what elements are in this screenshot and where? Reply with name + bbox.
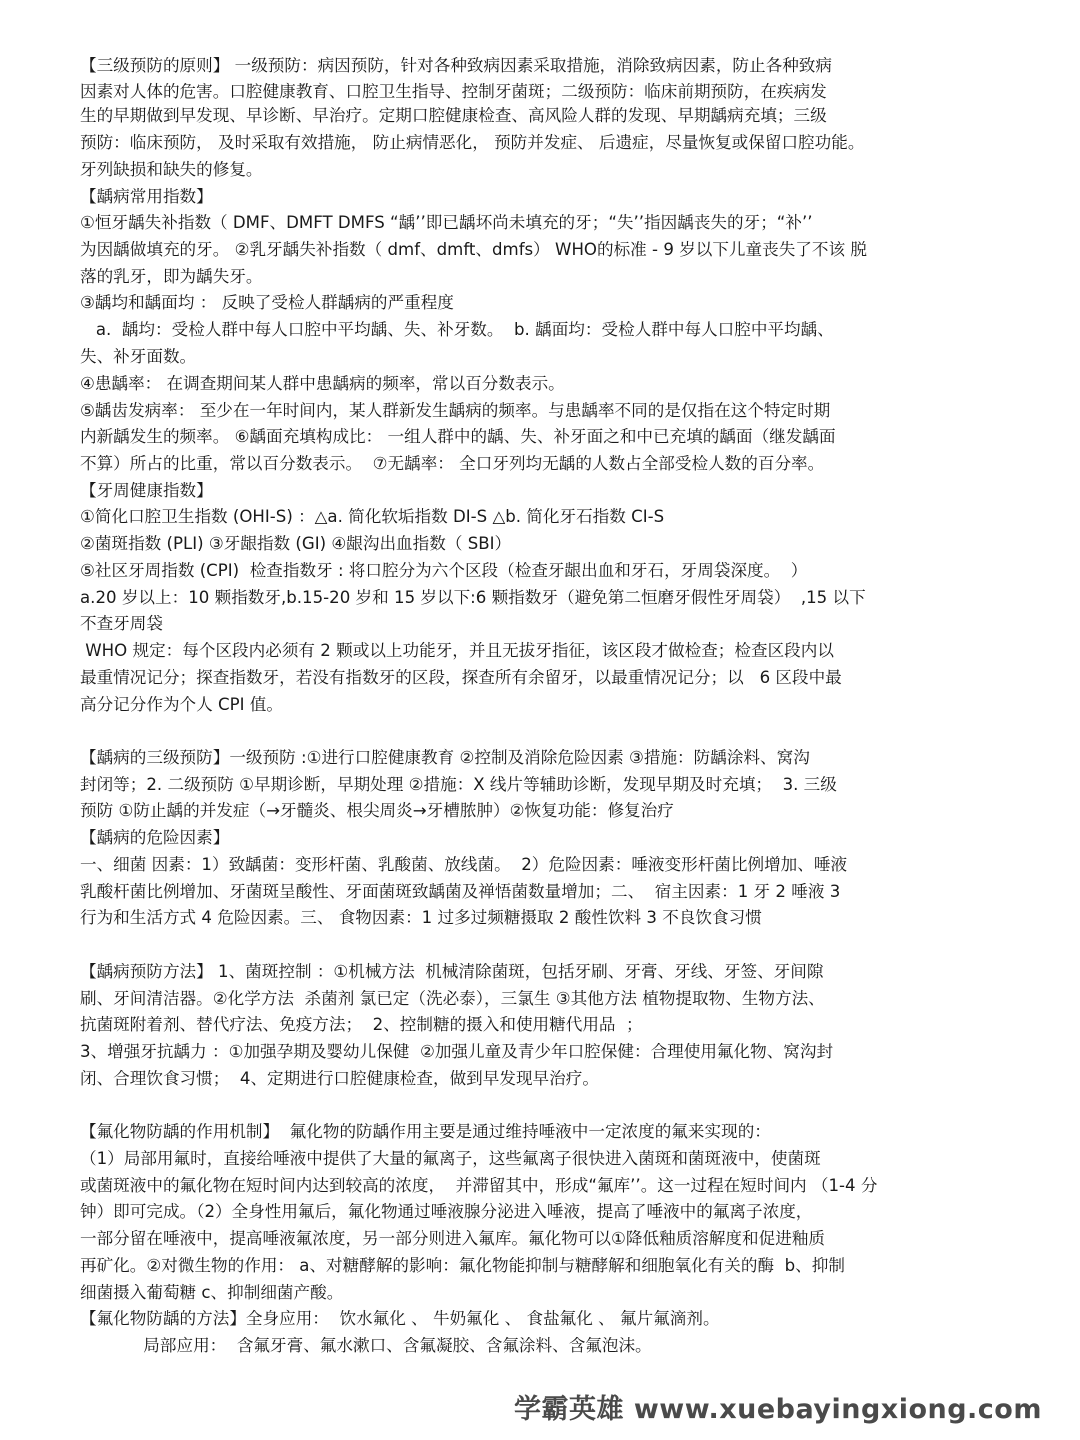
text-line: 一、细菌 因素：1）致龋菌：变形杆菌、乳酸菌、放线菌。 2）危险因素：唾液变形杆菌比例增加、唾液	[80, 855, 848, 874]
text-line: 落的乳牙，即为龋失牙。	[80, 267, 263, 286]
text-line: a.20 岁以上：10 颗指数牙,b.15-20 岁和 15 岁以下:6 颗指数牙（避免第二恒磨牙假性牙周袋） ,15 以下	[80, 588, 866, 607]
text-line: ⑤龋齿发病率： 至少在一年时间内，某人群新发生龋病的频率。与患龋率不同的是仅指在这个特定时期	[80, 401, 831, 420]
text-line: 高分记分作为个人 CPI 值。	[80, 695, 283, 714]
text-line: 预防 ①防止龋的并发症（→牙髓炎、根尖周炎→牙槽脓肿）②恢复功能：修复治疗	[80, 801, 674, 820]
text-line: （1）局部用氟时，直接给唾液中提供了大量的氟离子，这些氟离子很快进入菌斑和菌斑液中，使菌斑	[80, 1149, 821, 1168]
text-line: 【三级预防的原则】 一级预防：病因预防，针对各种致病因素采取措施，消除致病因素，防止各种致病	[80, 56, 832, 75]
section-heading: 【龋病预防方法】 1、菌斑控制 ：①机械方法 机械清除菌斑，包括牙刷、牙膏、牙线、牙签、牙间隙	[80, 962, 824, 981]
text-line: 刷、牙间清洁器。②化学方法 杀菌剂 氯已定（洗必泰），三氯生 ③其他方法 植物提取物、生物方法、	[80, 989, 825, 1008]
section-heading: 【龋病的三级预防】一级预防 :①进行口腔健康教育 ②控制及消除危险因素 ③措施：防龋涂料、窝沟	[80, 748, 810, 767]
text-line: 最重情况记分；探查指数牙，若没有指数牙的区段，探查所有余留牙，以最重情况记分；以 6 区段中最	[80, 668, 842, 687]
text-line: ③龋均和龋面均 ： 反映了受检人群龋病的严重程度	[80, 293, 454, 312]
watermark: 学霸英雄 www.xuebayingxiong.com	[513, 1394, 1042, 1425]
text-line: a. 龋均：受检人群中每人口腔中平均龋、失、补牙数。 b. 龋面均：受检人群中每人口腔中平均龋、	[80, 320, 834, 339]
text-line: ①简化口腔卫生指数 (OHI-S) ：△a. 简化软垢指数 DI-S △b. 简化牙石指数 CI-S	[80, 507, 665, 526]
text-line: 钟）即可完成。（2）全身性用氟后，氟化物通过唾液腺分泌进入唾液，提高了唾液中的氟离子浓度，	[80, 1202, 813, 1221]
text-line: WHO 规定：每个区段内必须有 2 颗或以上功能牙，并且无拔牙指征，该区段才做检查；检查区段内以	[80, 641, 834, 660]
text-line: 乳酸杆菌比例增加、牙菌斑呈酸性、牙面菌斑致龋菌及禅悟菌数量增加；二、 宿主因素：1 牙 2 唾液 3	[80, 882, 841, 901]
text-line: ④患龋率： 在调查期间某人群中患龋病的频率，常以百分数表示。	[80, 374, 565, 393]
text-line: 生的早期做到早发现、早诊断、早治疗。定期口腔健康检查、高风险人群的发现、早期龋病充填；三级	[80, 106, 827, 125]
text-line: ②菌斑指数 (PLI) ③牙龈指数 (GI) ④龈沟出血指数（ SBI）	[80, 534, 512, 553]
text-line: 细菌摄入葡萄糖 c、抑制细菌产酸。	[80, 1283, 344, 1302]
text-line: 不查牙周袋	[80, 614, 163, 633]
section-heading: 【龋病的危险因素】	[80, 828, 230, 847]
section-heading: 【龋病常用指数】	[80, 187, 213, 206]
section-heading: 【氟化物防龋的方法】全身应用： 饮水氟化 、 牛奶氟化 、 食盐氟化 、 氟片氟滴剂。	[80, 1309, 720, 1328]
text-line: 再矿化。②对微生物的作用： a、对糖酵解的影响：氟化物能抑制与糖酵解和细胞氧化有关的酶 b、抑制	[80, 1256, 845, 1275]
text-line: 行为和生活方式 4 危险因素。三、 食物因素：1 过多过频糖摄取 2 酸性饮料 3 不良饮食习惯	[80, 908, 762, 927]
text-line: ⑤社区牙周指数 (CPI) 检查指数牙 : 将口腔分为六个区段（检查牙龈出血和牙石，牙周袋深度。 ）	[80, 561, 808, 580]
text-line: 闭、合理饮食习惯； 4、定期进行口腔健康检查，做到早发现早治疗。	[80, 1069, 599, 1088]
text-line: 封闭等；2. 二级预防 ①早期诊断，早期处理 ②措施：X 线片等辅助诊断，发现早期及时充填； 3. 三级	[80, 775, 837, 794]
text-line: 局部应用： 含氟牙膏、氟水漱口、含氟凝胶、含氟涂料、含氟泡沫。	[80, 1336, 652, 1355]
text-line: 内新龋发生的频率。 ⑥龋面充填构成比： 一组人群中的龋、失、补牙面之和中已充填的龋面（继发龋面	[80, 427, 836, 446]
text-line: 失、补牙面数。	[80, 347, 197, 366]
text-line: 抗菌斑附着剂、替代疗法、免疫方法； 2、控制糖的摄入和使用糖代用品 ；	[80, 1015, 643, 1034]
text-line: 3、增强牙抗龋力 ：①加强孕期及婴幼儿保健 ②加强儿童及青少年口腔保健：合理使用氟化物、窝沟封	[80, 1042, 834, 1061]
text-line: 预防：临床预防， 及时采取有效措施， 防止病情恶化， 预防并发症、 后遗症，尽量恢复或保留口腔功能。	[80, 133, 865, 152]
section-heading: 【牙周健康指数】	[80, 481, 213, 500]
text-line: 因素对人体的危害。口腔健康教育、口腔卫生指导、控制牙菌斑；二级预防：临床前期预防，在疾病发	[80, 82, 827, 101]
section-heading: 【氟化物防龋的作用机制】 氟化物的防龋作用主要是通过维持唾液中一定浓度的氟来实现的：	[80, 1122, 771, 1141]
text-line: 为因龋做填充的牙。 ②乳牙龋失补指数（ dmf、dmft、dmfs） WHO的标准 - 9 岁以下儿童丧失了不该 脱	[80, 240, 867, 259]
text-line: 一部分留在唾液中，提高唾液氟浓度，另一部分则进入氟库。氟化物可以①降低釉质溶解度和促进釉质	[80, 1229, 825, 1248]
text-line: ①恒牙龋失补指数（ DMF、DMFT DMFS “龋’’即已龋坏尚未填充的牙；“失’’指因龋丧失的牙；“补’’	[80, 213, 813, 232]
text-line: 牙列缺损和缺失的修复。	[80, 160, 263, 179]
text-line: 不算）所占的比重，常以百分数表示。 ⑦无龋率： 全口牙列均无龋的人数占全部受检人数的百分率。	[80, 454, 825, 473]
text-line: 或菌斑液中的氟化物在短时间内达到较高的浓度， 并滞留其中，形成“氟库’’。这一过程在短时间内 （1-4 分	[80, 1176, 878, 1195]
